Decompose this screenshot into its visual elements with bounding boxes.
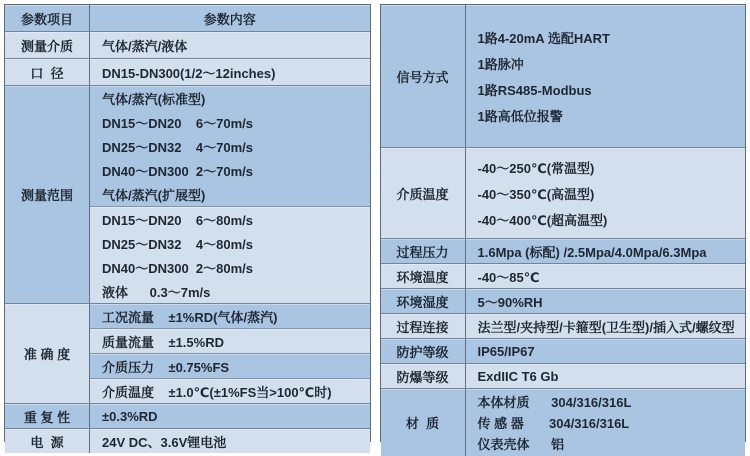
value-line: DN25～DN32 4～70m/s (102, 139, 254, 155)
value-line: DN15～DN20 6～70m/s (102, 115, 254, 131)
row-ambient-temperature (381, 263, 746, 288)
cell-accuracy (90, 353, 370, 378)
value-line: -40～350℃(高温型) (477, 186, 595, 202)
value-line: 24V DC、3.6V锂电池 (102, 434, 227, 450)
content-medium-temperature (466, 148, 746, 238)
row-measuring-medium (5, 31, 370, 58)
content-measuring-range (90, 86, 370, 303)
row-process-connection (381, 313, 746, 338)
value-line: DN40～DN300 2～80m/s (102, 260, 254, 276)
content-power-supply (90, 429, 370, 453)
label-power-supply: 电 源 (5, 429, 90, 453)
cell-power-supply (90, 429, 370, 453)
cell-measuring-medium (90, 32, 370, 58)
value-line: 1路脉冲 (477, 56, 524, 72)
row-material (381, 388, 746, 456)
value-line: 1路RS485-Modbus (477, 82, 592, 98)
value-line: 仪表壳体 铝 (477, 437, 565, 452)
value-line: 介质温度 ±1.0℃(±1%FS当>100℃时) (102, 384, 332, 400)
value-line: 工况流量 ±1%RD(气体/蒸汽) (102, 309, 278, 325)
value-line: ExdIIC T6 Gb (477, 368, 559, 384)
cell-process-pressure (466, 239, 746, 263)
label-measuring-range: 测量范围 (5, 86, 90, 303)
value-line: IP65/IP67 (477, 343, 535, 359)
row-repeatability (5, 403, 370, 428)
header-param-col-label: 参数项目 (5, 5, 90, 31)
content-material (466, 389, 746, 456)
label-signal-mode: 信号方式 (381, 5, 466, 147)
row-accuracy (5, 303, 370, 403)
content-accuracy (90, 304, 370, 403)
label-explosion-proof-class: 防爆等级 (381, 364, 466, 388)
label-accuracy: 准 确 度 (5, 304, 90, 403)
content-measuring-medium (90, 32, 370, 58)
value-line: -40～250℃(常温型) (477, 160, 595, 176)
cell-ambient-temperature (466, 264, 746, 288)
header-content-col-label: 参数内容 (203, 11, 256, 27)
label-protection-class: 防护等级 (381, 339, 466, 363)
value-line: -40～85℃ (477, 269, 540, 285)
value-line: 传 感 器 304/316/316L (477, 416, 630, 431)
cell-accuracy (90, 378, 370, 403)
content-protection-class (466, 339, 746, 363)
header-content-stack (90, 5, 370, 31)
value-line: 气体/蒸汽/液体 (102, 38, 188, 54)
header-row (5, 5, 370, 31)
value-line: 本体材质 304/316/316L (477, 395, 632, 410)
right-spec-table (380, 4, 747, 452)
label-diameter: 口 径 (5, 59, 90, 85)
row-medium-temperature (381, 147, 746, 238)
value-line: DN40～DN300 2～70m/s (102, 163, 254, 179)
cell-material (466, 389, 746, 456)
value-line: DN15～DN20 6～80m/s (102, 212, 254, 228)
value-line: 液体 0.3～7m/s (102, 284, 211, 300)
row-measuring-range (5, 85, 370, 303)
cell-diameter (90, 59, 370, 85)
value-line: 气体/蒸汽(扩展型) (102, 187, 206, 203)
label-ambient-temperature: 环境温度 (381, 264, 466, 288)
row-signal-mode (381, 5, 746, 147)
value-line: 法兰型/夹持型/卡箍型(卫生型)/插入式/螺纹型 (477, 319, 735, 335)
label-ambient-humidity: 环境湿度 (381, 289, 466, 313)
row-ambient-humidity (381, 288, 746, 313)
value-line: DN25～DN32 4～80m/s (102, 236, 254, 252)
cell-repeatability (90, 404, 370, 428)
value-line: DN15-DN300(1/2～12inches) (102, 65, 276, 81)
value-line: 气体/蒸汽(标准型) (102, 91, 206, 107)
value-line: 质量流量 ±1.5%RD (102, 334, 224, 350)
cell-ambient-humidity (466, 289, 746, 313)
content-ambient-temperature (466, 264, 746, 288)
cell-accuracy (90, 328, 370, 353)
value-line: 1.6Mpa (标配) /2.5Mpa/4.0Mpa/6.3Mpa (477, 244, 707, 260)
cell-measuring-range (90, 86, 370, 206)
value-line: 5～90%RH (477, 294, 543, 310)
content-diameter (90, 59, 370, 85)
content-repeatability (90, 404, 370, 428)
row-process-pressure (381, 238, 746, 263)
label-process-connection: 过程连接 (381, 314, 466, 338)
cell-process-connection (466, 314, 746, 338)
content-process-pressure (466, 239, 746, 263)
row-power-supply (5, 428, 370, 453)
content-ambient-humidity (466, 289, 746, 313)
value-line: 1路高低位报警 (477, 108, 563, 124)
cell-protection-class (466, 339, 746, 363)
cell-medium-temperature (466, 148, 746, 238)
value-line: ±0.3%RD (102, 408, 158, 424)
cell-accuracy (90, 304, 370, 328)
row-explosion-proof-class (381, 363, 746, 388)
content-signal-mode (466, 5, 746, 147)
cell-measuring-range (90, 206, 370, 303)
value-line: 1路4-20mA 选配HART (477, 30, 610, 46)
row-diameter (5, 58, 370, 85)
label-material: 材 质 (381, 389, 466, 456)
cell-signal-mode (466, 5, 746, 147)
content-process-connection (466, 314, 746, 338)
label-process-pressure: 过程压力 (381, 239, 466, 263)
label-repeatability: 重 复 性 (5, 404, 90, 428)
value-line: 介质压力 ±0.75%FS (102, 359, 230, 375)
cell-explosion-proof-class (466, 364, 746, 388)
left-spec-table (4, 4, 371, 450)
header-content-cell (90, 5, 370, 31)
value-line: -40～400℃(超高温型) (477, 212, 608, 228)
content-explosion-proof-class (466, 364, 746, 388)
label-medium-temperature: 介质温度 (381, 148, 466, 238)
row-protection-class (381, 338, 746, 363)
label-measuring-medium: 测量介质 (5, 32, 90, 58)
